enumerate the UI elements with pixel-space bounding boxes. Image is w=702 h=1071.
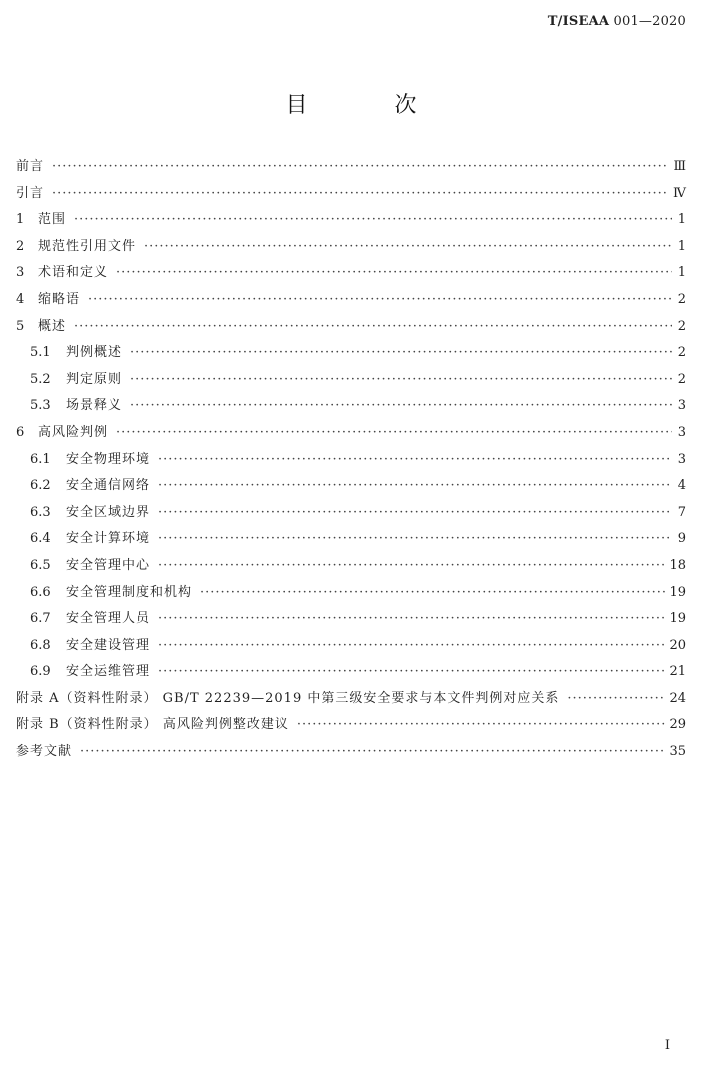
toc-entry-label: 安全区域边界 <box>66 504 151 520</box>
toc-entry-label: 参考文献 <box>16 744 73 760</box>
toc-entry[interactable] <box>16 500 686 527</box>
toc-entry-page: 1 <box>677 212 686 228</box>
toc-dot-leader <box>130 367 672 394</box>
toc-entry-page: 9 <box>677 531 686 547</box>
toc-entry-page: 29 <box>669 717 686 733</box>
toc-entry-number: 6.6 <box>30 584 51 600</box>
toc-dot-leader <box>52 154 669 181</box>
toc-dot-leader <box>158 606 665 633</box>
toc-entry-page: 19 <box>669 611 686 627</box>
toc-entry-page: 35 <box>669 744 686 760</box>
toc-entry-label: 安全管理中心 <box>66 557 151 573</box>
toc-entry[interactable] <box>16 207 686 234</box>
toc-entry[interactable] <box>16 181 686 208</box>
toc-entry-label: 安全计算环境 <box>66 531 151 547</box>
toc-entry[interactable] <box>16 154 686 181</box>
toc-dot-leader <box>158 659 665 686</box>
toc-entry-number: 6.2 <box>30 478 51 494</box>
toc-entry[interactable] <box>16 367 686 394</box>
toc-entry[interactable] <box>16 686 686 713</box>
toc-entry-page: 1 <box>677 265 686 281</box>
toc-entry-page: 3 <box>677 451 686 467</box>
toc-dot-leader <box>567 686 665 713</box>
toc-entry-page: Ⅲ <box>673 159 686 174</box>
toc-entry-page: 7 <box>677 504 686 520</box>
toc-entry-page: 4 <box>677 478 686 494</box>
toc-entry-number: 1 <box>16 212 25 228</box>
toc-dot-leader <box>144 234 672 261</box>
document-code <box>548 14 686 29</box>
toc-dot-leader <box>158 633 665 660</box>
toc-entry-number: 5 <box>16 318 25 334</box>
toc-entry-label: 安全物理环境 <box>66 451 151 467</box>
toc-entry[interactable] <box>16 633 686 660</box>
table-of-contents <box>16 154 686 766</box>
toc-dot-leader <box>158 553 665 580</box>
toc-entry-page: 3 <box>677 398 686 414</box>
toc-entry-number: 6.1 <box>30 451 51 467</box>
page-title: 目 次 <box>285 93 457 118</box>
toc-entry-page: 20 <box>669 637 686 653</box>
toc-entry-label: 判例概述 <box>66 345 123 361</box>
toc-entry-page: 3 <box>677 424 686 440</box>
toc-entry[interactable] <box>16 473 686 500</box>
document-code-number: 001—2020 <box>613 14 686 29</box>
toc-entry-label: 范围 <box>38 212 67 228</box>
toc-entry-number: 6.7 <box>30 611 51 627</box>
toc-entry[interactable] <box>16 260 686 287</box>
toc-dot-leader <box>52 181 669 208</box>
toc-dot-leader <box>158 447 672 474</box>
toc-entry-label: 安全管理人员 <box>66 611 151 627</box>
toc-entry-label: 缩略语 <box>38 291 81 307</box>
toc-dot-leader <box>158 526 672 553</box>
toc-dot-leader <box>158 473 672 500</box>
toc-entry-label: 附录 A（资料性附录） GB/T 22239—2019 中第三级安全要求与本文件判例对应关系 <box>16 690 560 706</box>
toc-entry[interactable] <box>16 287 686 314</box>
toc-entry[interactable] <box>16 526 686 553</box>
toc-dot-leader <box>130 340 672 367</box>
toc-entry[interactable] <box>16 553 686 580</box>
toc-entry-number: 6 <box>16 424 25 440</box>
toc-entry[interactable] <box>16 447 686 474</box>
toc-dot-leader <box>116 420 672 447</box>
toc-entry-number: 6.3 <box>30 504 51 520</box>
toc-entry[interactable] <box>16 234 686 261</box>
toc-dot-leader <box>297 712 666 739</box>
toc-entry-label: 前言 <box>16 159 45 174</box>
toc-dot-leader <box>80 739 665 766</box>
document-code-prefix: T/ISEAA <box>547 14 610 29</box>
toc-entry-label: 场景释义 <box>66 398 123 414</box>
toc-entry[interactable] <box>16 712 686 739</box>
toc-entry[interactable] <box>16 314 686 341</box>
toc-entry-label: 安全建设管理 <box>66 637 151 653</box>
toc-entry-number: 6.8 <box>30 637 51 653</box>
toc-entry-number: 5.1 <box>30 345 51 361</box>
toc-entry-number: 5.3 <box>30 398 51 414</box>
toc-dot-leader <box>74 314 672 341</box>
toc-entry[interactable] <box>16 739 686 766</box>
toc-entry-label: 安全运维管理 <box>66 664 151 680</box>
toc-dot-leader <box>200 580 665 607</box>
toc-entry-page: 24 <box>669 690 686 706</box>
toc-entry-page: 19 <box>669 584 686 600</box>
page-number: I <box>664 1038 670 1053</box>
toc-entry-page: 1 <box>677 238 686 254</box>
toc-entry-label: 概述 <box>38 318 67 334</box>
toc-entry-number: 6.4 <box>30 531 51 547</box>
toc-entry-label: 规范性引用文件 <box>38 238 137 254</box>
toc-entry-page: 18 <box>669 557 686 573</box>
toc-entry-label: 安全管理制度和机构 <box>66 584 193 600</box>
toc-entry-number: 5.2 <box>30 371 51 387</box>
toc-entry-label: 判定原则 <box>66 371 123 387</box>
toc-entry-label: 引言 <box>16 185 45 201</box>
toc-entry-page: Ⅳ <box>673 185 686 201</box>
toc-dot-leader <box>88 287 672 314</box>
toc-entry-number: 3 <box>16 265 25 281</box>
toc-entry-page: 2 <box>677 371 686 387</box>
toc-dot-leader <box>116 260 672 287</box>
toc-entry[interactable] <box>16 393 686 420</box>
toc-entry-label: 术语和定义 <box>38 265 109 281</box>
toc-entry-number: 6.5 <box>30 557 51 573</box>
toc-entry-number: 2 <box>16 238 25 254</box>
toc-entry-number: 6.9 <box>30 664 51 680</box>
toc-entry[interactable] <box>16 420 686 447</box>
toc-entry-page: 2 <box>677 291 686 307</box>
toc-dot-leader <box>158 500 672 527</box>
toc-entry-page: 2 <box>677 345 686 361</box>
toc-entry[interactable] <box>16 659 686 686</box>
toc-dot-leader <box>74 207 672 234</box>
toc-entry[interactable] <box>16 340 686 367</box>
toc-entry-label: 安全通信网络 <box>66 478 151 494</box>
toc-entry-page: 2 <box>677 318 686 334</box>
toc-entry-number: 4 <box>16 291 25 307</box>
toc-entry-page: 21 <box>669 664 686 680</box>
toc-dot-leader <box>130 393 672 420</box>
toc-entry[interactable] <box>16 606 686 633</box>
toc-entry-label: 附录 B（资料性附录） 高风险判例整改建议 <box>16 717 289 733</box>
toc-entry-label: 高风险判例 <box>38 424 109 440</box>
toc-entry[interactable] <box>16 580 686 607</box>
